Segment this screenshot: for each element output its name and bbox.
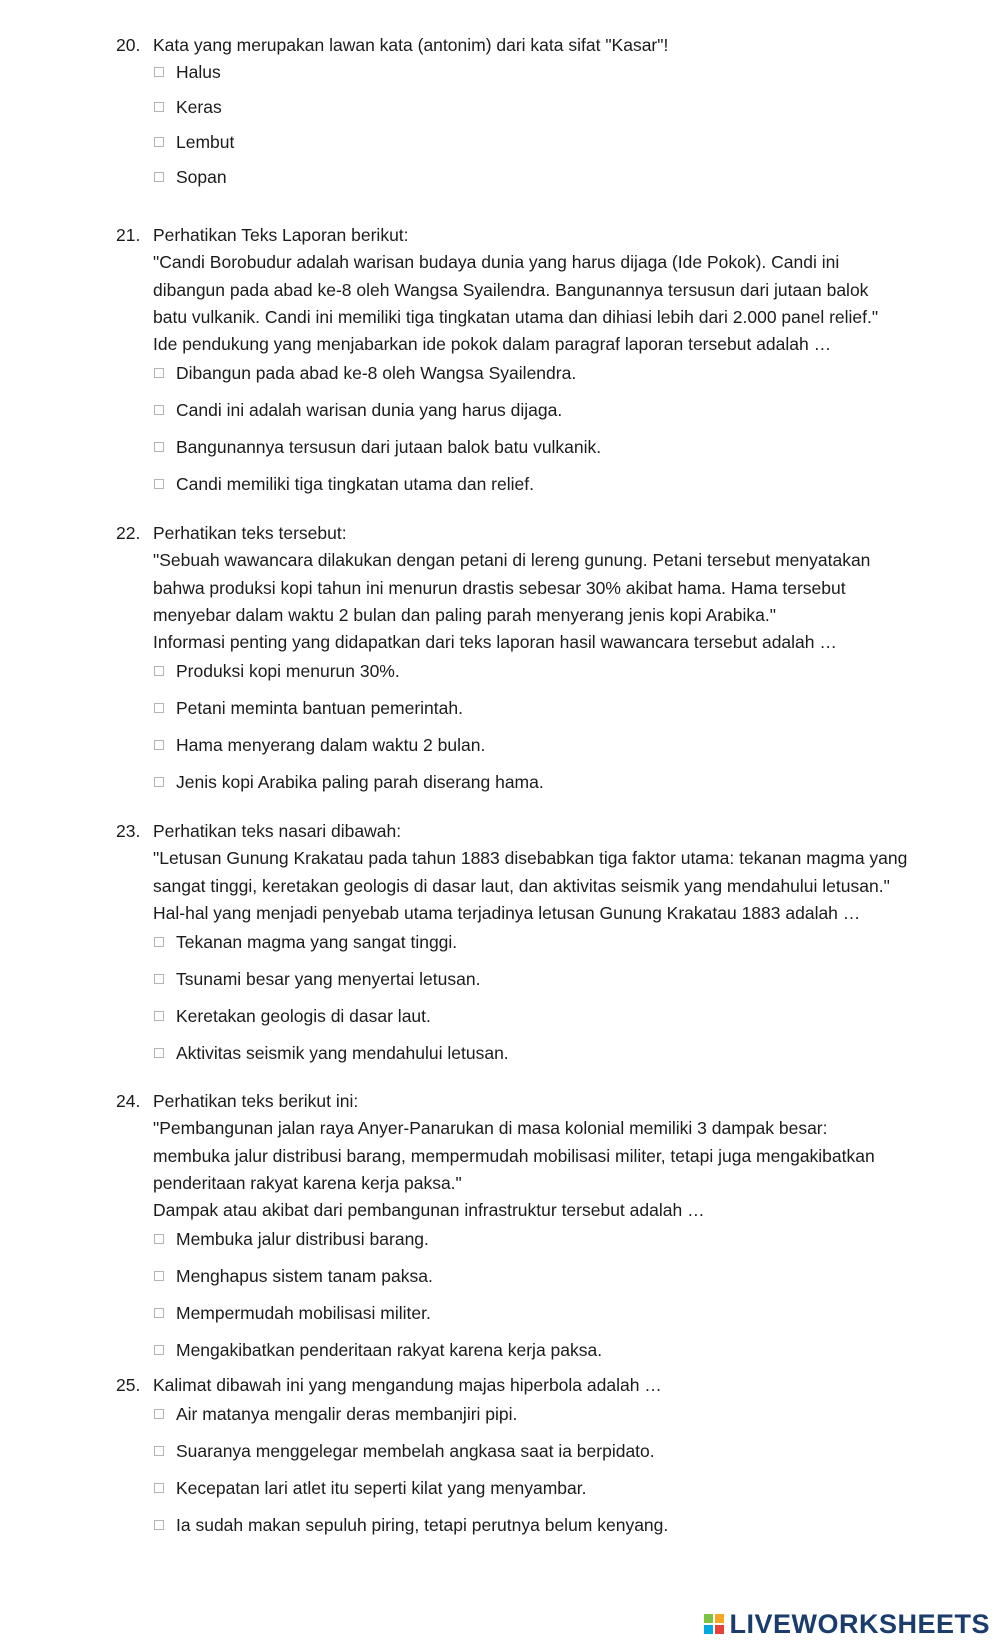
question-line: Dampak atau akibat dari pembangunan infrastruktur tersebut adalah … <box>153 1200 705 1221</box>
question-line: Hal-hal yang menjadi penyebab utama terjadinya letusan Gunung Krakatau 1883 adalah … <box>153 902 861 923</box>
checkbox[interactable] <box>154 137 164 147</box>
liveworksheets-logo[interactable] <box>704 1607 990 1641</box>
option-label: Sopan <box>176 167 227 187</box>
checkbox[interactable] <box>154 1308 164 1318</box>
option[interactable] <box>153 1041 509 1065</box>
option[interactable] <box>153 1227 429 1251</box>
option-label: Dibangun pada abad ke-8 oleh Wangsa Syailendra. <box>176 363 577 383</box>
option-label: Kecepatan lari atlet itu seperti kilat yang menyambar. <box>176 1478 587 1498</box>
question-text <box>153 520 913 656</box>
checkbox[interactable] <box>154 1345 164 1355</box>
option-label: Mengakibatkan penderitaan rakyat karena kerja paksa. <box>176 1340 603 1360</box>
checkbox[interactable] <box>154 102 164 112</box>
checkbox[interactable] <box>154 172 164 182</box>
question-number: 22. <box>116 523 141 543</box>
option-label: Air matanya mengalir deras membanjiri pipi. <box>176 1404 518 1424</box>
question-line: dibangun pada abad ke-8 oleh Wangsa Syailendra. Bangunannya tersusun dari jutaan balok <box>153 279 869 300</box>
checkbox[interactable] <box>154 1271 164 1281</box>
logo-mark-icon <box>704 1614 724 1634</box>
option[interactable] <box>153 435 601 459</box>
question-number: 24. <box>116 1091 141 1111</box>
option[interactable] <box>153 1301 431 1325</box>
logo-square-green <box>704 1614 713 1623</box>
option-label: Suaranya menggelegar membelah angkasa saat ia berpidato. <box>176 1441 655 1461</box>
question-text <box>153 222 913 358</box>
option[interactable] <box>153 1338 602 1362</box>
option[interactable] <box>153 130 234 154</box>
option[interactable] <box>153 1439 655 1463</box>
question-number: 20. <box>116 35 141 55</box>
question-line: Perhatikan teks tersebut: <box>153 523 347 543</box>
checkbox[interactable] <box>154 974 164 984</box>
checkbox[interactable] <box>154 67 164 77</box>
question-line: "Pembangunan jalan raya Anyer-Panarukan di masa kolonial memiliki 3 dampak besar: <box>153 1118 828 1139</box>
option-label: Bangunannya tersusun dari jutaan balok batu vulkanik. <box>176 437 602 457</box>
question-text <box>153 1372 913 1399</box>
option-label: Petani meminta bantuan pemerintah. <box>176 698 463 718</box>
question-line: sangat tinggi, keretakan geologis di dasar laut, dan aktivitas seismik yang mendahului letusan." <box>153 875 890 896</box>
question-text <box>153 32 913 59</box>
question-line: penderitaan rakyat karena kerja paksa." <box>153 1172 462 1193</box>
option-label: Keretakan geologis di dasar laut. <box>176 1006 431 1026</box>
option-label: Aktivitas seismik yang mendahului letusan. <box>176 1043 509 1063</box>
logo-square-orange <box>715 1614 724 1623</box>
option[interactable] <box>153 398 562 422</box>
checkbox[interactable] <box>154 666 164 676</box>
option[interactable] <box>153 95 222 119</box>
option-label: Produksi kopi menurun 30%. <box>176 661 400 681</box>
option[interactable] <box>153 1004 431 1028</box>
option-label: Halus <box>176 62 221 82</box>
checkbox[interactable] <box>154 1011 164 1021</box>
question-line: Perhatikan Teks Laporan berikut: <box>153 225 409 245</box>
option[interactable] <box>153 1402 517 1426</box>
option[interactable] <box>153 1476 587 1500</box>
question-line: Informasi penting yang didapatkan dari teks laporan hasil wawancara tersebut adalah … <box>153 632 837 653</box>
question-line: Ide pendukung yang menjabarkan ide pokok dalam paragraf laporan tersebut adalah … <box>153 334 832 355</box>
question-line: Kalimat dibawah ini yang mengandung majas hiperbola adalah … <box>153 1375 662 1395</box>
question-line: membuka jalur distribusi barang, mempermudah mobilisasi militer, tetapi juga mengakibatkan <box>153 1145 875 1166</box>
option[interactable] <box>153 733 485 757</box>
option[interactable] <box>153 967 480 991</box>
question-line: menyebar dalam waktu 2 bulan dan paling parah menyerang jenis kopi Arabika." <box>153 604 776 625</box>
option[interactable] <box>153 165 227 189</box>
question-line: Kata yang merupakan lawan kata (antonim) dari kata sifat "Kasar"! <box>153 35 669 55</box>
option-label: Jenis kopi Arabika paling parah diserang hama. <box>176 772 544 792</box>
question-line: "Candi Borobudur adalah warisan budaya dunia yang harus dijaga (Ide Pokok). Candi ini <box>153 252 840 273</box>
option-label: Candi ini adalah warisan dunia yang harus dijaga. <box>176 400 563 420</box>
question-text <box>153 1088 913 1224</box>
checkbox[interactable] <box>154 1446 164 1456</box>
checkbox[interactable] <box>154 1520 164 1530</box>
checkbox[interactable] <box>154 777 164 787</box>
option-label: Membuka jalur distribusi barang. <box>176 1229 429 1249</box>
option-label: Ia sudah makan sepuluh piring, tetapi perutnya belum kenyang. <box>176 1515 669 1535</box>
option-label: Tsunami besar yang menyertai letusan. <box>176 969 481 989</box>
option[interactable] <box>153 60 221 84</box>
checkbox[interactable] <box>154 937 164 947</box>
logo-square-blue <box>704 1625 713 1634</box>
checkbox[interactable] <box>154 405 164 415</box>
checkbox[interactable] <box>154 1483 164 1493</box>
question-number: 21. <box>116 225 141 245</box>
question-number: 25. <box>116 1375 141 1395</box>
option[interactable] <box>153 1264 433 1288</box>
question-line: Perhatikan teks nasari dibawah: <box>153 821 402 841</box>
logo-square-red <box>715 1625 724 1634</box>
option[interactable] <box>153 696 463 720</box>
checkbox[interactable] <box>154 1048 164 1058</box>
question-line: "Letusan Gunung Krakatau pada tahun 1883 disebabkan tiga faktor utama: tekanan magma yang <box>153 848 908 869</box>
checkbox[interactable] <box>154 703 164 713</box>
question-number: 23. <box>116 821 141 841</box>
option[interactable] <box>153 1513 668 1537</box>
option[interactable] <box>153 472 534 496</box>
option-label: Mempermudah mobilisasi militer. <box>176 1303 431 1323</box>
checkbox[interactable] <box>154 740 164 750</box>
option-label: Candi memiliki tiga tingkatan utama dan relief. <box>176 474 534 494</box>
option[interactable] <box>153 930 457 954</box>
checkbox[interactable] <box>154 1234 164 1244</box>
logo-text: LIVEWORKSHEETS <box>729 1608 990 1639</box>
option[interactable] <box>153 659 400 683</box>
option-label: Tekanan magma yang sangat tinggi. <box>176 932 458 952</box>
option[interactable] <box>153 770 544 794</box>
question-line: bahwa produksi kopi tahun ini menurun drastis sebesar 30% akibat hama. Hama tersebut <box>153 577 846 598</box>
checkbox[interactable] <box>154 442 164 452</box>
option-label: Hama menyerang dalam waktu 2 bulan. <box>176 735 486 755</box>
question-line: Perhatikan teks berikut ini: <box>153 1091 359 1111</box>
question-line: batu vulkanik. Candi ini memiliki tiga tingkatan utama dan dihiasi lebih dari 2.000 panel relief." <box>153 306 879 327</box>
question-line: "Sebuah wawancara dilakukan dengan petani di lereng gunung. Petani tersebut menyatakan <box>153 550 871 571</box>
checkbox[interactable] <box>154 368 164 378</box>
checkbox[interactable] <box>154 1409 164 1419</box>
option-label: Keras <box>176 97 222 117</box>
option[interactable] <box>153 361 576 385</box>
option-label: Menghapus sistem tanam paksa. <box>176 1266 433 1286</box>
checkbox[interactable] <box>154 479 164 489</box>
question-text <box>153 818 913 927</box>
option-label: Lembut <box>176 132 235 152</box>
